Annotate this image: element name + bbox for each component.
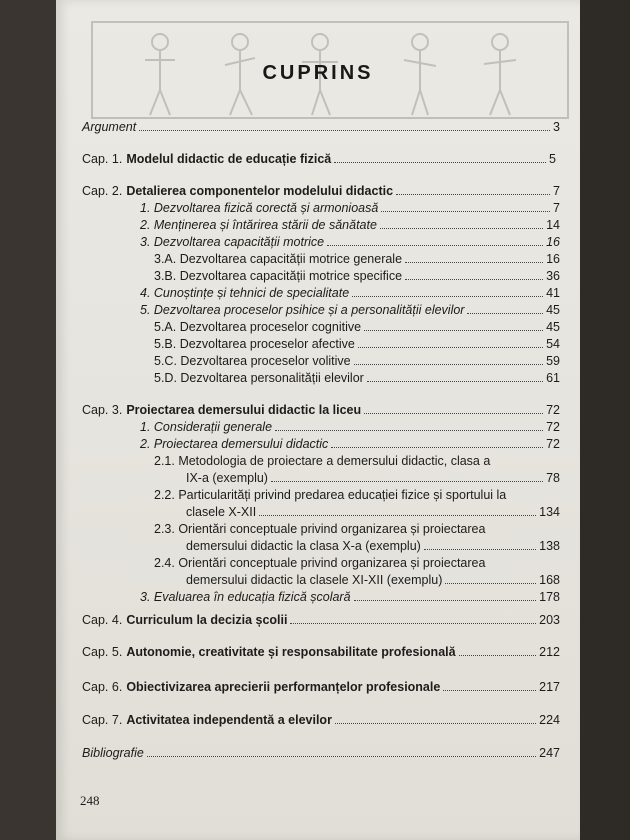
toc-label: 5.A. Dezvoltarea proceselor cognitive (154, 320, 362, 334)
toc-page: 72 (546, 420, 560, 434)
toc-page: 178 (539, 590, 560, 604)
chapter-number: Cap. 1. (82, 152, 123, 166)
toc-label: 2.4. Orientări conceptuale privind organizarea și proiectarea (154, 556, 486, 570)
toc-page: 16 (546, 235, 560, 249)
toc-entry (154, 354, 560, 369)
toc-page: 36 (546, 269, 560, 283)
book-spine-shadow (0, 0, 56, 840)
toc-label: Bibliografie (82, 746, 144, 760)
chapter-number: Cap. 3. (82, 403, 123, 417)
toc-page: 54 (546, 337, 560, 351)
toc-page: 14 (546, 218, 560, 232)
toc-label: Curriculum la decizia școlii (126, 613, 288, 627)
toc-entry-argument (82, 120, 560, 135)
toc-label: demersului didactic la clasa X-a (exemplu) (186, 539, 421, 553)
toc-label: 3. Evaluarea în educația fizică școlară (140, 590, 351, 604)
toc-label: Modelul didactic de educație fizică (126, 152, 332, 166)
toc-label: 2.2. Particularități privind predarea educației fizice și sportului la (154, 488, 507, 502)
toc-entry-chapter-1 (82, 152, 556, 167)
toc-label: Autonomie, creativitate și responsabilitate profesională (126, 645, 456, 659)
toc-entry-chapter-5 (82, 645, 560, 660)
toc-label: 2.3. Orientări conceptuale privind organizarea și proiectarea (154, 522, 486, 536)
toc-label: 2. Menținerea și întărirea stării de sănătate (140, 218, 377, 232)
toc-page: 168 (539, 573, 560, 587)
toc-label: 1. Dezvoltarea fizică corectă și armonioasă (140, 201, 379, 215)
toc-entry (140, 303, 560, 318)
toc-page: 3 (553, 120, 560, 134)
toc-page: 45 (546, 320, 560, 334)
toc-label: 2.1. Metodologia de proiectare a demersului didactic, clasa a (154, 454, 491, 468)
toc-page: 203 (539, 613, 560, 627)
toc-entry-chapter-3 (82, 403, 560, 418)
toc-label: Obiectivizarea aprecierii performanțelor profesionale (126, 680, 441, 694)
toc-page: 72 (546, 403, 560, 417)
toc-entry (154, 269, 560, 284)
chapter-number: Cap. 4. (82, 613, 123, 627)
toc-label: 3.A. Dezvoltarea capacității motrice generale (154, 252, 403, 266)
toc-entry-chapter-7 (82, 713, 560, 728)
toc-page: 7 (553, 184, 560, 198)
toc-entry (140, 437, 560, 452)
page-title: CUPRINS (262, 62, 374, 84)
toc-entry-chapter-4 (82, 613, 560, 628)
toc-page: 212 (539, 645, 560, 659)
toc-label: clasele X-XII (186, 505, 257, 519)
toc-page: 5 (549, 152, 556, 166)
toc-entry (140, 235, 560, 250)
toc-page: 7 (553, 201, 560, 215)
toc-label: Activitatea independentă a elevilor (126, 713, 332, 727)
toc-entry (140, 201, 560, 216)
toc-page: 134 (539, 505, 560, 519)
chapter-number: Cap. 5. (82, 645, 123, 659)
toc-label: Argument (82, 120, 137, 134)
page-number: 248 (80, 793, 100, 808)
toc-entry (140, 218, 560, 233)
toc-label: 5.B. Dezvoltarea proceselor afective (154, 337, 355, 351)
toc-label: 5.C. Dezvoltarea proceselor volitive (154, 354, 351, 368)
toc-entry (154, 252, 560, 267)
toc-page: 72 (546, 437, 560, 451)
toc-label: 3. Dezvoltarea capacității motrice (140, 235, 325, 249)
toc-label: 2. Proiectarea demersului didactic (140, 437, 329, 451)
toc-label: demersului didactic la clasele XI-XII (exemplu) (186, 573, 443, 587)
toc-page: 217 (539, 680, 560, 694)
toc-entry-chapter-6 (82, 680, 560, 695)
toc-page: 224 (539, 713, 560, 727)
toc-label: Detalierea componentelor modelului didactic (126, 184, 394, 198)
toc-page: 41 (546, 286, 560, 300)
toc-label: 5. Dezvoltarea proceselor psihice și a personalității elevilor (140, 303, 465, 317)
toc-entry (186, 471, 560, 486)
toc-page: 78 (546, 471, 560, 485)
toc-page: 45 (546, 303, 560, 317)
toc-page: 61 (546, 371, 560, 385)
toc-entry (186, 573, 560, 588)
toc-entry (154, 337, 560, 352)
toc-entry-chapter-2 (82, 184, 560, 199)
toc-page: 59 (546, 354, 560, 368)
toc-label: 4. Cunoștințe și tehnici de specialitate (140, 286, 350, 300)
toc-label: 5.D. Dezvoltarea personalității elevilor (154, 371, 364, 385)
book-page (56, 0, 580, 840)
chapter-number: Cap. 2. (82, 184, 123, 198)
toc-page: 247 (539, 746, 560, 760)
toc-entry (140, 420, 560, 435)
chapter-number: Cap. 7. (82, 713, 123, 727)
toc-entry-bibliografie (82, 746, 560, 761)
toc-label: 1. Considerații generale (140, 420, 273, 434)
toc-entry (186, 539, 560, 554)
toc-page: 138 (539, 539, 560, 553)
book-outer-edge (580, 0, 630, 840)
toc-entry (154, 371, 560, 386)
chapter-number: Cap. 6. (82, 680, 123, 694)
toc-page: 16 (546, 252, 560, 266)
toc-entry (140, 590, 560, 605)
toc-entry (140, 286, 560, 301)
toc-entry (186, 505, 560, 520)
toc-label: Proiectarea demersului didactic la liceu (126, 403, 362, 417)
toc-label: IX-a (exemplu) (186, 471, 268, 485)
toc-entry (154, 320, 560, 335)
toc-label: 3.B. Dezvoltarea capacității motrice specifice (154, 269, 403, 283)
